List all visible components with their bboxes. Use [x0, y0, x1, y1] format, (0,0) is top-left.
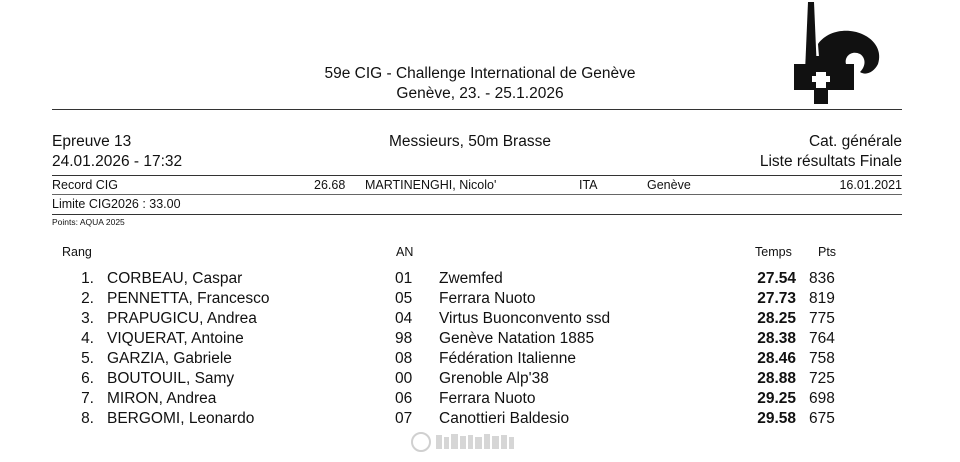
result-time: 29.25 — [757, 390, 796, 407]
event-name: Messieurs, 50m Brasse — [389, 133, 551, 150]
limit-divider — [52, 214, 902, 215]
result-points: 764 — [809, 330, 835, 347]
record-label: Record CIG — [52, 178, 118, 192]
result-rank: 5. — [81, 350, 94, 367]
result-time: 28.88 — [757, 370, 796, 387]
result-club: Grenoble Alp'38 — [439, 370, 549, 387]
result-birth-year: 04 — [395, 310, 413, 327]
result-rank: 4. — [81, 330, 94, 347]
result-time: 28.25 — [757, 310, 796, 327]
result-points: 725 — [809, 370, 835, 387]
record-divider — [52, 194, 902, 195]
result-list-type: Liste résultats Finale — [759, 153, 902, 170]
result-athlete-name: MIRON, Andrea — [107, 390, 217, 407]
result-time: 28.38 — [757, 330, 796, 347]
limit-text: Limite CIG2026 : 33.00 — [52, 197, 181, 211]
cig-logo-icon — [790, 0, 885, 106]
result-club: Ferrara Nuoto — [439, 390, 536, 407]
result-birth-year: 07 — [395, 410, 413, 427]
result-club: Genève Natation 1885 — [439, 330, 595, 347]
record-time: 26.68 — [314, 178, 346, 192]
result-club: Ferrara Nuoto — [439, 290, 536, 307]
result-club: Canottieri Baldesio — [439, 410, 570, 427]
record-holder: MARTINENGHI, Nicolo' — [365, 178, 497, 192]
result-rank: 6. — [81, 370, 94, 387]
result-birth-year: 05 — [395, 290, 413, 307]
column-time-header: Temps — [755, 245, 792, 259]
result-club: Virtus Buonconvento ssd — [439, 310, 611, 327]
column-rank-header: Rang — [62, 245, 92, 259]
record-nation: ITA — [579, 178, 598, 192]
result-athlete-name: GARZIA, Gabriele — [107, 350, 232, 367]
result-time: 27.73 — [757, 290, 796, 307]
result-birth-year: 08 — [395, 350, 413, 367]
result-club: Zwemfed — [439, 270, 503, 287]
result-points: 775 — [809, 310, 835, 327]
record-place: Genève — [647, 178, 691, 192]
result-rank: 8. — [81, 410, 94, 427]
result-time: 28.46 — [757, 350, 796, 367]
result-birth-year: 00 — [395, 370, 413, 387]
result-birth-year: 06 — [395, 390, 413, 407]
meet-title: 59e CIG - Challenge International de Genève — [324, 65, 636, 82]
event-datetime: 24.01.2026 - 17:32 — [52, 153, 183, 170]
header-divider — [52, 109, 902, 110]
result-time: 29.58 — [757, 410, 796, 427]
result-rank: 7. — [81, 390, 94, 407]
result-points: 836 — [809, 270, 835, 287]
event-number: Epreuve 13 — [52, 133, 132, 150]
result-birth-year: 98 — [395, 330, 413, 347]
result-club: Fédération Italienne — [439, 350, 577, 367]
result-athlete-name: PENNETTA, Francesco — [107, 290, 270, 307]
result-points: 758 — [809, 350, 835, 367]
record-date: 16.01.2021 — [839, 178, 902, 192]
result-rank: 2. — [81, 290, 94, 307]
result-time: 27.54 — [757, 270, 796, 287]
result-rank: 3. — [81, 310, 94, 327]
result-athlete-name: PRAPUGICU, Andrea — [107, 310, 257, 327]
result-points: 675 — [809, 410, 835, 427]
event-category: Cat. générale — [808, 133, 902, 150]
result-points: 819 — [809, 290, 835, 307]
result-athlete-name: BOUTOUIL, Samy — [107, 370, 235, 387]
meet-dates: Genève, 23. - 25.1.2026 — [396, 85, 564, 102]
result-points: 698 — [809, 390, 835, 407]
result-athlete-name: BERGOMI, Leonardo — [107, 410, 255, 427]
event-divider — [52, 175, 902, 176]
result-rank: 1. — [81, 270, 94, 287]
watermark-icon — [410, 431, 530, 453]
result-athlete-name: CORBEAU, Caspar — [107, 270, 243, 287]
column-year-header: AN — [396, 245, 414, 259]
result-birth-year: 01 — [395, 270, 413, 287]
result-athlete-name: VIQUERAT, Antoine — [107, 330, 244, 347]
column-points-header: Pts — [818, 245, 837, 259]
points-note: Points: AQUA 2025 — [52, 217, 125, 227]
